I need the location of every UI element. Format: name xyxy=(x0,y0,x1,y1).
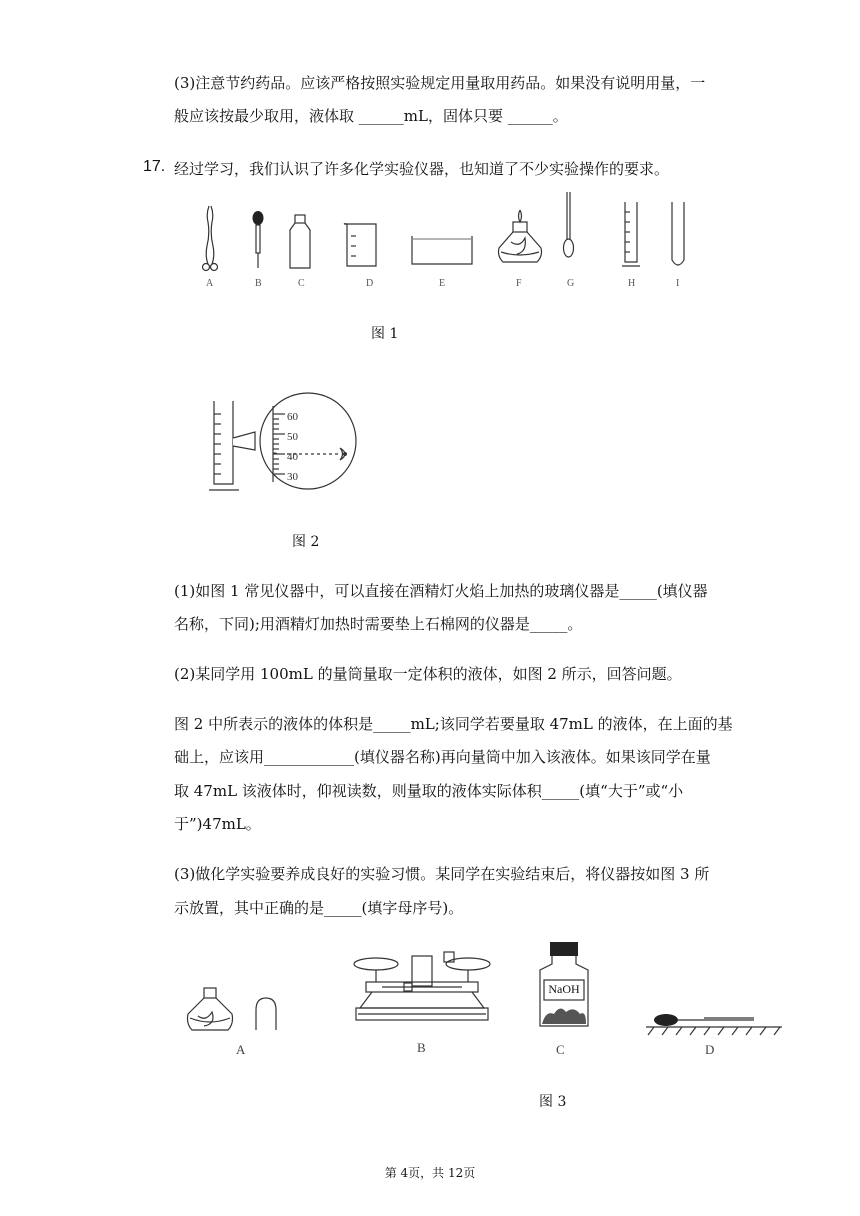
fig1-label-a: A xyxy=(206,278,214,289)
question-number: 17. xyxy=(143,158,166,175)
q17-part2-line5: 于”)47mL。 xyxy=(174,815,261,833)
q17-part1-line2: 名称，下同);用酒精灯加热时需要垫上石棉网的仪器是_____。 xyxy=(174,615,583,633)
fig1-label-d: D xyxy=(366,278,374,289)
wide-mouth-bottle-icon xyxy=(287,214,313,270)
q17-intro: 经过学习，我们认识了许多化学实验仪器，也知道了不少实验操作的要求。 xyxy=(174,160,670,178)
fig1-label-b: B xyxy=(255,278,262,289)
alcohol-lamp-uncapped-icon xyxy=(184,986,284,1034)
q17-part1-line1: (1)如图 1 常见仪器中，可以直接在酒精灯火焰上加热的玻璃仪器是_____(填仪器 xyxy=(174,582,708,600)
fig1-label-c: C xyxy=(298,278,305,289)
page-footer: 第 4页，共 12页 xyxy=(384,1166,476,1180)
beaker-icon xyxy=(343,221,379,269)
evaporating-dish-icon xyxy=(410,234,474,268)
fig1-label-e: E xyxy=(439,278,446,289)
q17-part3-line1: (3)做化学实验要养成良好的实验习惯。某同学在实验结束后，将仪器按如图 3 所 xyxy=(174,865,710,883)
q17-part2-line4: 取 47mL 该液体时，仰视读数，则量取的液体实际体积_____(填“大于”或“小 xyxy=(174,782,684,800)
graduated-cylinder-icon xyxy=(620,200,642,270)
fig2-scale-60: 60 xyxy=(287,411,298,423)
naoh-label: NaOH xyxy=(548,982,580,996)
fig1-label-g: G xyxy=(567,278,575,289)
fig3-label-b: B xyxy=(417,1040,426,1055)
balance-scale-icon xyxy=(352,950,492,1030)
fig2-scale-50: 50 xyxy=(287,431,298,443)
figure-2-cylinder-reading xyxy=(205,396,365,496)
fig1-label-h: H xyxy=(628,278,636,289)
fig1-label-i: I xyxy=(676,278,680,289)
q16-part3-line1: (3)注意节约药品。应该严格按照实验规定用量取用药品。如果没有说明用量，一 xyxy=(174,74,706,92)
fig2-scale-40: 40 xyxy=(287,451,298,463)
figure-1-caption: 图 1 xyxy=(371,326,399,342)
fig3-label-d: D xyxy=(705,1042,715,1057)
q16-part3-line2: 般应该按最少取用，液体取 ______mL，固体只要 ______。 xyxy=(174,107,568,125)
spoon-icon xyxy=(558,190,578,260)
test-tube-icon xyxy=(668,200,688,270)
fig2-scale-30: 30 xyxy=(287,471,298,483)
q17-part2-line2: 图 2 中所表示的液体的体积是_____mL;该同学若要量取 47mL 的液体，在上面的基 xyxy=(174,715,733,733)
fig3-label-c: C xyxy=(556,1042,565,1057)
dropper-icon xyxy=(250,210,266,270)
dropper-on-bench-icon xyxy=(644,1008,784,1038)
crucible-tongs-icon xyxy=(200,204,220,274)
figure-2-caption: 图 2 xyxy=(292,534,320,550)
q17-part2-line3: 础上，应该用____________(填仪器名称)再向量筒中加入该液体。如果该同学在量 xyxy=(174,748,711,766)
q17-part2-line1: (2)某同学用 100mL 的量筒量取一定体积的液体，如图 2 所示，回答问题。 xyxy=(174,665,682,683)
fig3-label-a: A xyxy=(236,1042,246,1057)
figure-3-caption: 图 3 xyxy=(539,1094,567,1110)
fig1-label-f: F xyxy=(516,278,522,289)
q17-part3-line2: 示放置，其中正确的是_____(填字母序号)。 xyxy=(174,899,464,917)
alcohol-lamp-icon xyxy=(495,208,545,268)
